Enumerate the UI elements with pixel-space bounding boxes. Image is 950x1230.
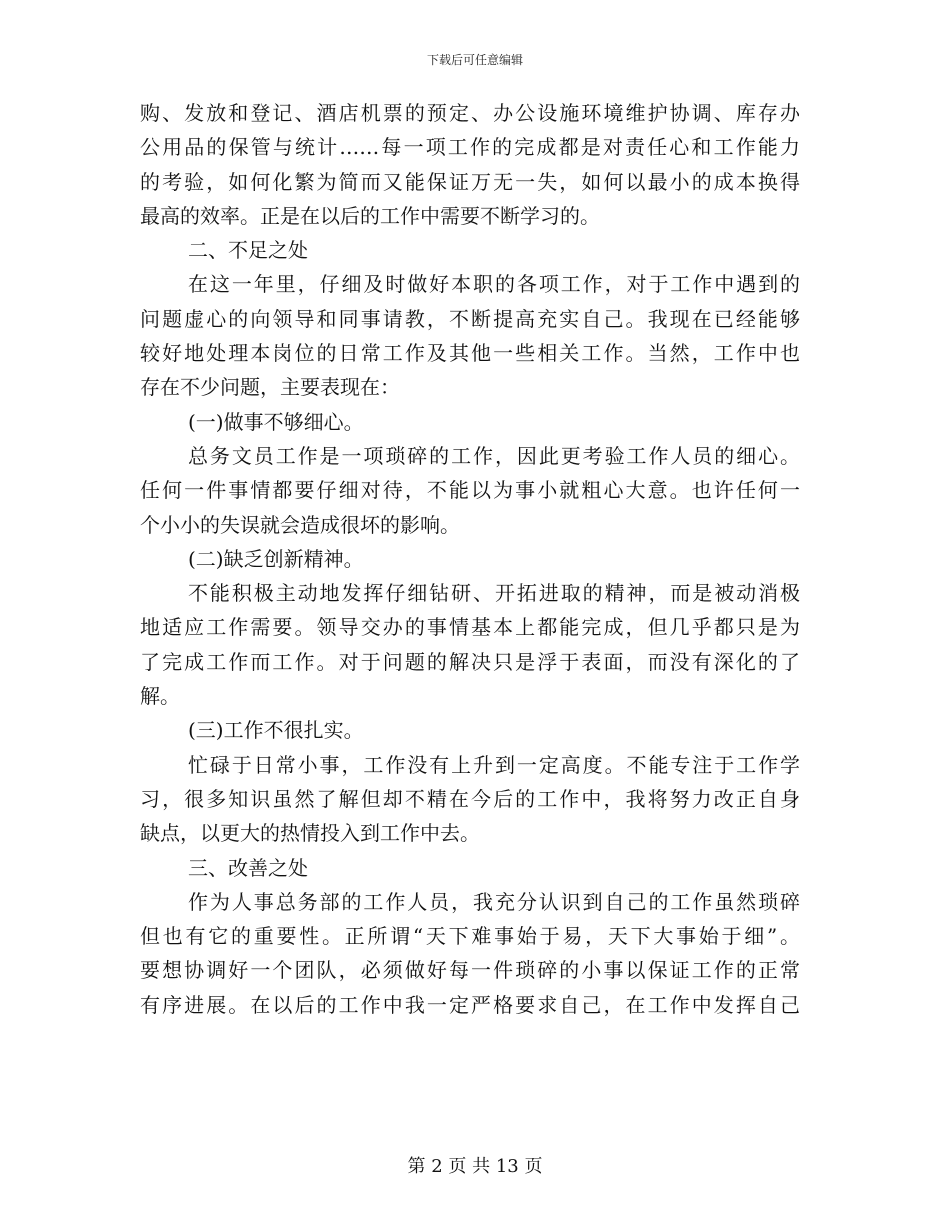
text-line: 解。 [140,684,180,709]
page-header-note: 下载后可任意编辑 [426,53,523,67]
text-line: 作为人事总务部的工作人员，我充分认识到自己的工作虽然琐碎 [188,889,800,914]
text-line: 要想协调好一个团队，必须做好每一件琐碎的小事以保证工作的正常 [140,958,800,983]
text-line: 有序进展。在以后的工作中我一定严格要求自己，在工作中发挥自己 [140,992,800,1017]
text-line: 忙碌于日常小事，工作没有上升到一定高度。不能专注于工作学 [188,752,800,777]
text-line: 在这一年里，仔细及时做好本职的各项工作，对于工作中遇到的 [188,272,800,297]
text-line: 地适应工作需要。领导交办的事情基本上都能完成，但几乎都只是为 [140,615,800,640]
page-number-footer: 第 2 页 共 13 页 [407,1156,543,1177]
text-line: 了完成工作而工作。对于问题的解决只是浮于表面，而没有深化的了 [140,649,800,674]
text-line: 不能积极主动地发挥仔细钻研、开拓进取的精神，而是被动消极 [188,581,800,606]
text-line: 公用品的保管与统计……每一项工作的完成都是对责任心和工作能力 [140,135,800,160]
text-line: 购、发放和登记、酒店机票的预定、办公设施环境维护协调、库存办 [140,101,800,125]
text-line: 较好地处理本岗位的日常工作及其他一些相关工作。当然，工作中也 [140,341,800,366]
text-line: 个小小的失误就会造成很坏的影响。 [140,512,460,537]
section-heading-shortcomings: 二、不足之处 [188,238,308,263]
text-line: 的考验，如何化繁为简而又能保证万无一失，如何以最小的成本换得 [140,169,800,194]
text-line: 缺点，以更大的热情投入到工作中去。 [140,821,480,846]
text-line: 但也有它的重要性。正所谓“天下难事始于易，天下大事始于细”。 [140,924,800,949]
text-line: 任何一件事情都要仔细对待，不能以为事小就粗心大意。也许任何一 [140,478,800,503]
text-line: 习，很多知识虽然了解但却不精在今后的工作中，我将努力改正自身 [140,786,800,811]
subheading-lack-innovation: (二)缺乏创新精神。 [188,546,364,571]
document-body [140,96,800,1022]
subheading-not-careful: (一)做事不够细心。 [188,409,364,434]
text-line: 最高的效率。正是在以后的工作中需要不断学习的。 [140,203,600,228]
subheading-not-solid: (三)工作不很扎实。 [188,718,364,743]
text-line: 问题虚心的向领导和同事请教，不断提高充实自己。我现在已经能够 [140,306,800,331]
section-heading-improvements: 三、改善之处 [188,855,308,880]
text-line: 存在不少问题，主要表现在： [140,375,400,400]
text-line: 总务文员工作是一项琐碎的工作，因此更考验工作人员的细心。 [188,443,800,468]
